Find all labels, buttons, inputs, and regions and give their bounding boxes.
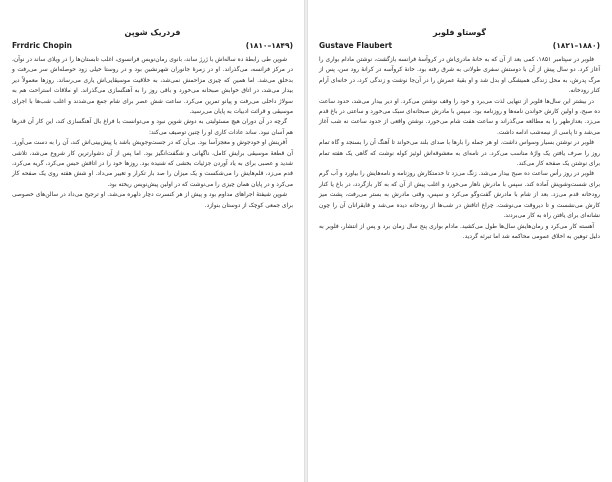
paragraph: شوپن طی رابطهٔ ده ساله‌اش با ژرژ ساند، بانوی رمان‌نویس فرانسوی، اغلب تابستان‌ها را در ویلای ساند در نوآن، در مرکز فرانسه، می‌گذراند. او در زمرهٔ جانوران شهرنشین بود و در روستا خیلی زود حوصله‌اش سر می‌رفت و بدخلق می‌شد. اما همین که چیزی مزاحمش نمی‌شد، به خلاقیت موسیقایی‌اش یاری می‌رساند. روزها معمولاً دیر بیدار می‌شد، در اتاق خوابش صبحانه می‌خورد و باقی روز را به آهنگسازی می‌گذراند. او ملاقات استراحت هم به سولاژ داخلی می‌رفت و پیانو تمرین می‌کرد. ساعت شش عصر برای شام جمع می‌شدند و اغلب شب‌ها با اجرای موسیقی و قرائت ادبیات به پایان می‌رسید.: [12, 57, 293, 116]
life-years: (۱۸۸۰–۱۸۲۱): [552, 41, 600, 50]
name-latin: Gustave Flaubert: [319, 41, 393, 50]
paragraph: در بیشتر این سال‌ها فلوبر از تنهایی لذت می‌برد و خود را وقف نوشتن می‌کرد. او دیر بیدار می‌شد، حدود ساعت ده صبح، و اولین کارش خواندن نامه‌ها و روزنامه بود. سپس با مادرش صبحانه‌ای سبک می‌خورد و ساعتی در باغ قدم می‌زد. بعدازظهر را به مطالعه می‌گذراند و ساعت هفت شام می‌خورد. نوشتن واقعی از حدود ساعت نه شب آغاز می‌شد و تا پاسی از نیمه‌شب ادامه داشت.: [319, 98, 600, 136]
chapter-title: فردریک شوپن: [124, 28, 181, 37]
paragraph: فلوبر در سپتامبر ۱۸۵۱، کمی بعد از آن که به خانهٔ مادری‌اش در کروآسهٔ فرانسه بازگشت، نوشتن مادام بواری را آغاز کرد. دو سال پیش از آن با دوستش سفری طولانی به شرق رفته بود. خانهٔ کروآسه در کرانهٔ رود سن، پس از مرگ پدرش، به محل زندگی همیشگی او بدل شد و او بقیهٔ عمرش را در آن‌جا نوشت و زندگی کرد، در خانه‌ای آرام کنار رودخانه.: [319, 57, 600, 95]
name-line: [319, 41, 600, 50]
life-years: (۱۸۴۹–۱۸۱۰): [245, 41, 293, 50]
paragraph: فلوبر در روز رأس ساعت ده صبح بیدار می‌شد. زنگ می‌زد تا خدمتکارش روزنامه و نامه‌هایش را بیاورد و آب گرم برای شست‌وشویش آماده کند. سپس با مادرش ناهار می‌خورد و اغلب پیش از آن که به کار بازگردد، در باغ یا کنار رودخانه قدم می‌زد. بعد از شام با مادرش گفت‌وگو می‌کرد و سپس، وقتی مادرش به بستر می‌رفت، پشت میز کارش می‌نشست و تا دیروقت می‌نوشت. چراغ اتاقش در شب‌ها از رودخانه دیده می‌شد و قایقرانان آن را چون نشانه‌ای برای یافتن راه به کار می‌بردند.: [319, 171, 600, 220]
body-text: [12, 55, 293, 211]
right-page: [307, 0, 612, 482]
name-line: [12, 41, 293, 50]
left-page: [0, 0, 305, 482]
name-latin: Frrdric Chopin: [12, 41, 73, 50]
paragraph: گرچه در آن دوران هیچ مسئولیتی به دوش شوپن نبود و می‌توانست با فراغ بال آهنگسازی کند، این کار آن قدرها هم آسان نبود. ساند عادات کاری او را چنین توصیف می‌کند:: [12, 119, 293, 136]
paragraph: فلوبر در نوشتن بسیار وسواس داشت. او هر جمله را بارها با صدای بلند می‌خواند تا آهنگ آن را بسنجد و گاه تمام روز را صرف یافتن یک واژهٔ مناسب می‌کرد. در نامه‌ای به معشوقه‌اش لوئیز کوله نوشت که گاهی یک هفته تمام برای نوشتن یک صفحه کار می‌کند.: [319, 140, 600, 168]
chapter-title: گوستاو فلوبر: [432, 28, 487, 37]
paragraph: آفرینش او خودجوش و معجزآسا بود. بی‌آن که در جست‌وجویش باشد یا پیش‌بینی‌اش کند، آن را به دست می‌آورد. آن قطعهٔ موسیقی برایش کامل، ناگهانی و شگفت‌انگیز بود. اما پس از آن دشوارترین کار شروع می‌شد، تلاشی شدید و عصبی برای به یاد آوردن جزئیات بخشی که شنیده بود. روزها خود را در اتاقش حبس می‌کرد، گریه می‌کرد، قدم می‌زد، قلم‌هایش را می‌شکست و یک میزان را صد بار تکرار و تغییر می‌داد. او شش هفته روی یک صفحه کار می‌کرد و در پایان همان چیزی را می‌نوشت که در اولین پیش‌نویس ریخته بود.: [12, 140, 293, 188]
paragraph: شوپن شیفتهٔ اجراهای مداوم بود و پیش از هر کنسرت دچار دلهره می‌شد. او ترجیح می‌داد در سالن‌های خصوصی برای جمعی کوچک از دوستان بنوازد.: [12, 192, 293, 209]
paragraph: آهسته کار می‌کرد و رمان‌هایش سال‌ها طول می‌کشید. مادام بواری پنج سال زمان برد و پس از انتشار، فلوبر به دلیل توهین به اخلاق عمومی محاکمه شد اما تبرئه گردید.: [319, 223, 600, 240]
body-text: [319, 55, 600, 242]
